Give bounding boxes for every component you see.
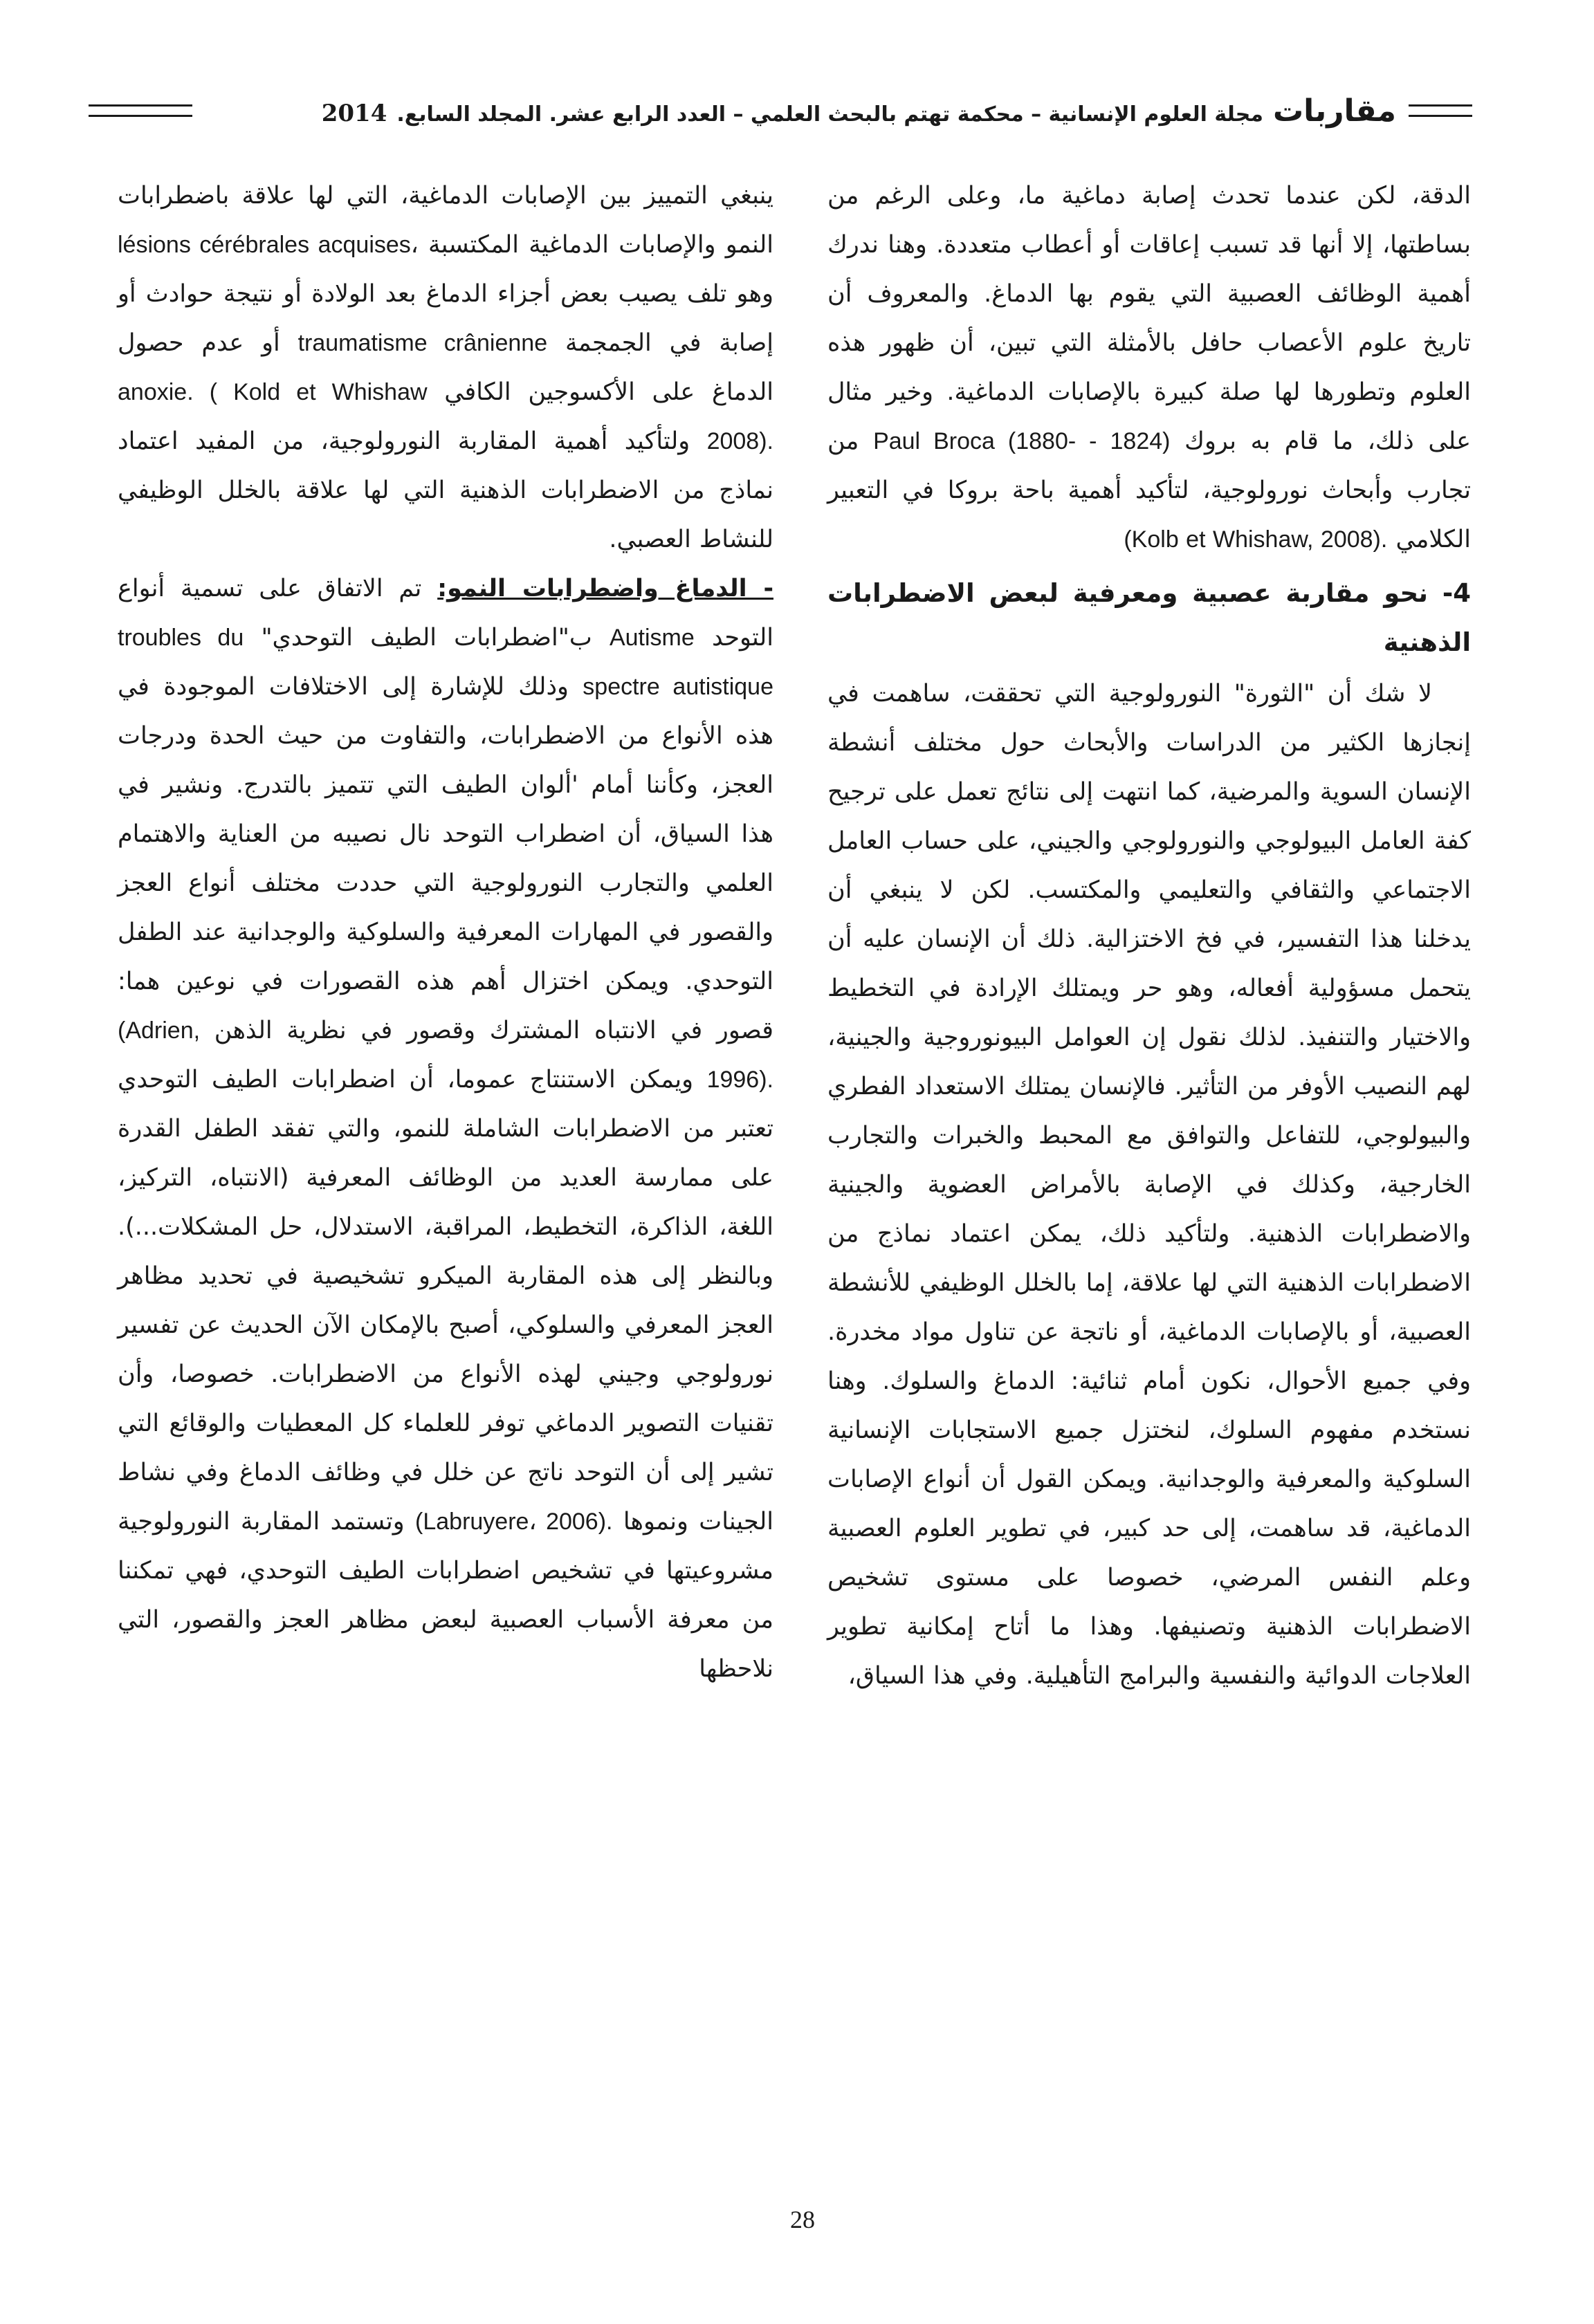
right-column <box>827 172 1471 2212</box>
left-column <box>118 172 773 2212</box>
running-header <box>89 89 1472 133</box>
paragraph-text: ب"اضطرابات الطيف التوحدي" <box>261 624 592 652</box>
citation-kolb: (Kolb et Whishaw, 2008). <box>1124 526 1388 553</box>
paragraph: لا شك أن "الثورة" النورولوجية التي تحققت، ساهمت في إنجازها الكثير من الدراسات والأبحاث حول مختلف أنشطة الإنسان السوية والمرضية، كما انتهت إلى نتائج تعمل على ترجيح كفة العامل البيولوجي والنورولوجي والجيني، على حساب العامل الاجتماعي والثقافي والتعليمي والمكتسب. لكن لا ينبغي أن يدخلنا هذا التفسير، في فخ الاختزالية. ذلك أن الإنسان عليه أن يتحمل مسؤولية أفعاله، وهو حر ويمتلك الإرادة في التخطيط والاختيار والتنفيذ. لذلك نقول إن العوامل البيونوروجية والجينية، لهم النصيب الأوفر من التأثير. فالإنسان يمتلك الاستعداد الفطري والبيولوجي، للتفاعل والتوافق مع المحبط والخبرات والتجارب الخارجية، وكذلك في الإصابة بالأمراض العضوية والجينية والاضطرابات الذهنية. ولتأكيد ذلك، يمكن اعتماد نماذج من الاضطرابات الذهنية التي لها علاقة، إما بالخلل الوظيفي للأنشطة العصبية، أو بالإصابات الدماغية، أو ناتجة عن تناول مواد مخدرة. وفي جميع الأحوال، نكون أمام ثنائية: الدماغ والسلوك. وهنا نستخدم مفهوم السلوك، لنختزل جميع الاستجابات الإنسانية السلوكية والمعرفية والوجدانية. ويمكن القول أن أنواع الإصابات الدماغية، قد ساهمت، إلى حد كبير، في تطوير العلوم العصبية وعلم النفس المرضي، خصوصا على مستوى تشخيص الاضطرابات الذهنية وتصنيفها. وهذا ما أتاح إمكانية تطوير العلاجات الدوائية والنفسية والبرامج التأهيلية. وفي هذا السياق، <box>827 680 1471 1690</box>
latin-term: troubles du spectre autistique <box>118 625 773 700</box>
paragraph-text: وتستمد المقاربة النورولوجية مشروعيتها في تشخيص اضطرابات الطيف التوحدي، فهي تمكننا من معرفة الأسباب العصبية لبعض مظاهر العجز والقصور، التي نلاحظها <box>118 1508 773 1683</box>
paragraph-text: من تجارب وأبحاث نورولوجية، لتأكيد أهمية باحة بروكا في التعبير الكلامي <box>827 427 1471 553</box>
latin-term: Autisme <box>609 625 695 651</box>
paragraph-text: وذلك للإشارة إلى الاختلافات الموجودة في هذه الأنواع من الاضطرابات، والتفاوت من حيث الحدة ودرجات العجز، وكأننا أمام 'ألوان الطيف التي تتميز بالتدرج. ونشير في هذا السياق، أن اضطراب التوحد نال نصيبه من العناية والاهتمام العلمي والتجارب النورولوجية التي حددت مختلف أنواع العجز والقصور في المهارات المعرفية والسلوكية والوجدانية عند الطفل التوحدي. ويمكن اختزال أهم هذه القصورات في نوعين هما: قصور في الانتباه المشترك وقصور في نظرية الذهن <box>118 673 773 1044</box>
paragraph-text: ينبغي التمييز بين الإصابات الدماغية، التي لها علاقة باضطرابات النمو والإصابات الدماغية المكتسبة <box>118 182 773 259</box>
header-text <box>205 93 1396 129</box>
journal-brand: مقاربات <box>1272 93 1396 129</box>
paragraph-text: ويمكن الاستنتاج عموما، أن اضطرابات الطيف التوحدي تعتبر من الاضطرابات الشاملة للنمو، والتي تفقد الطفل القدرة على ممارسة العديد من الوظائف المعرفية (الانتباه، التركيز، اللغة، الذاكرة، التخطيط، المراقبة، الاستدلال، حل المشكلات...). وبالنظر إلى هذه المقاربة الميكرو تشخيصية في تحديد مظاهر العجز المعرفي والسلوكي، أصبح بالإمكان الآن الحديث عن تفسير نورولوجي وجيني لهذه الأنواع من الاضطرابات. خصوصا، وأن تقنيات التصوير الدماغي توفر للعلماء كل المعطيات والوقائع التي تشير إلى أن التوحد ناتج عن خلل في وظائف الدماغ وفي نشاط الجينات ونموها <box>118 1066 773 1536</box>
paragraph-text: ولتأكيد أهمية المقاربة النورولوجية، من المفيد اعتماد نماذج من الاضطرابات الذهنية التي لها علاقة بالخلل الوظيفي للنشاط العصبي. <box>118 427 773 553</box>
paragraph-text: وهو تلف يصيب بعض أجزاء الدماغ بعد الولادة أو نتيجة حوادث أو إصابة في الجمجمة <box>118 280 773 357</box>
paragraph <box>118 172 773 564</box>
latin-term: traumatisme crânienne <box>297 330 548 356</box>
header-rule-left <box>89 104 192 117</box>
subsection-heading: - الدماغ واضطرابات النمو: <box>437 575 773 602</box>
section-heading: 4- نحو مقاربة عصبية ومعرفية لبعض الاضطرابات الذهنية <box>827 578 1471 657</box>
paragraph-text: أو عدم حصول الدماغ على الأكسوجين الكافي <box>118 329 773 406</box>
paragraph <box>118 564 773 1694</box>
latin-term: lésions cérébrales acquises، <box>118 232 419 258</box>
citation-adrien: (Adrien, 1996). <box>118 1017 773 1093</box>
journal-year: 2014 <box>321 99 387 127</box>
citation-broca: Paul Broca (1880- - 1824) <box>873 428 1171 454</box>
header-rule-right <box>1409 104 1472 117</box>
citation-labruyere: (Labruyere، 2006). <box>415 1509 613 1535</box>
paragraph-text: الدقة، لكن عندما تحدث إصابة دماغية ما، وعلى الرغم من بساطتها، إلا أنها قد تسبب إعاقات أو أعطاب متعددة. وهنا ندرك أهمية الوظائف العصبية التي يقوم بها الدماغ. والمعروف أن تاريخ علوم الأعصاب حافل بالأمثلة التي تبين، أن ظهور هذه العلوم وتطورها لها صلة كبيرة بالإصابات الدماغية. وخير مثال على ذلك، ما قام به بروك <box>827 182 1471 455</box>
paragraph <box>827 172 1471 564</box>
citation-kold: anoxie. ( Kold et Whishaw 2008). <box>118 379 773 454</box>
page-number: 28 <box>790 2206 815 2233</box>
paragraph-text: تم الاتفاق على تسمية أنواع التوحد <box>118 575 773 652</box>
journal-description: مجلة العلوم الإنسانية – محكمة تهتم بالبحث العلمي – العدد الرابع عشر. المجلد السابع. <box>396 102 1263 127</box>
